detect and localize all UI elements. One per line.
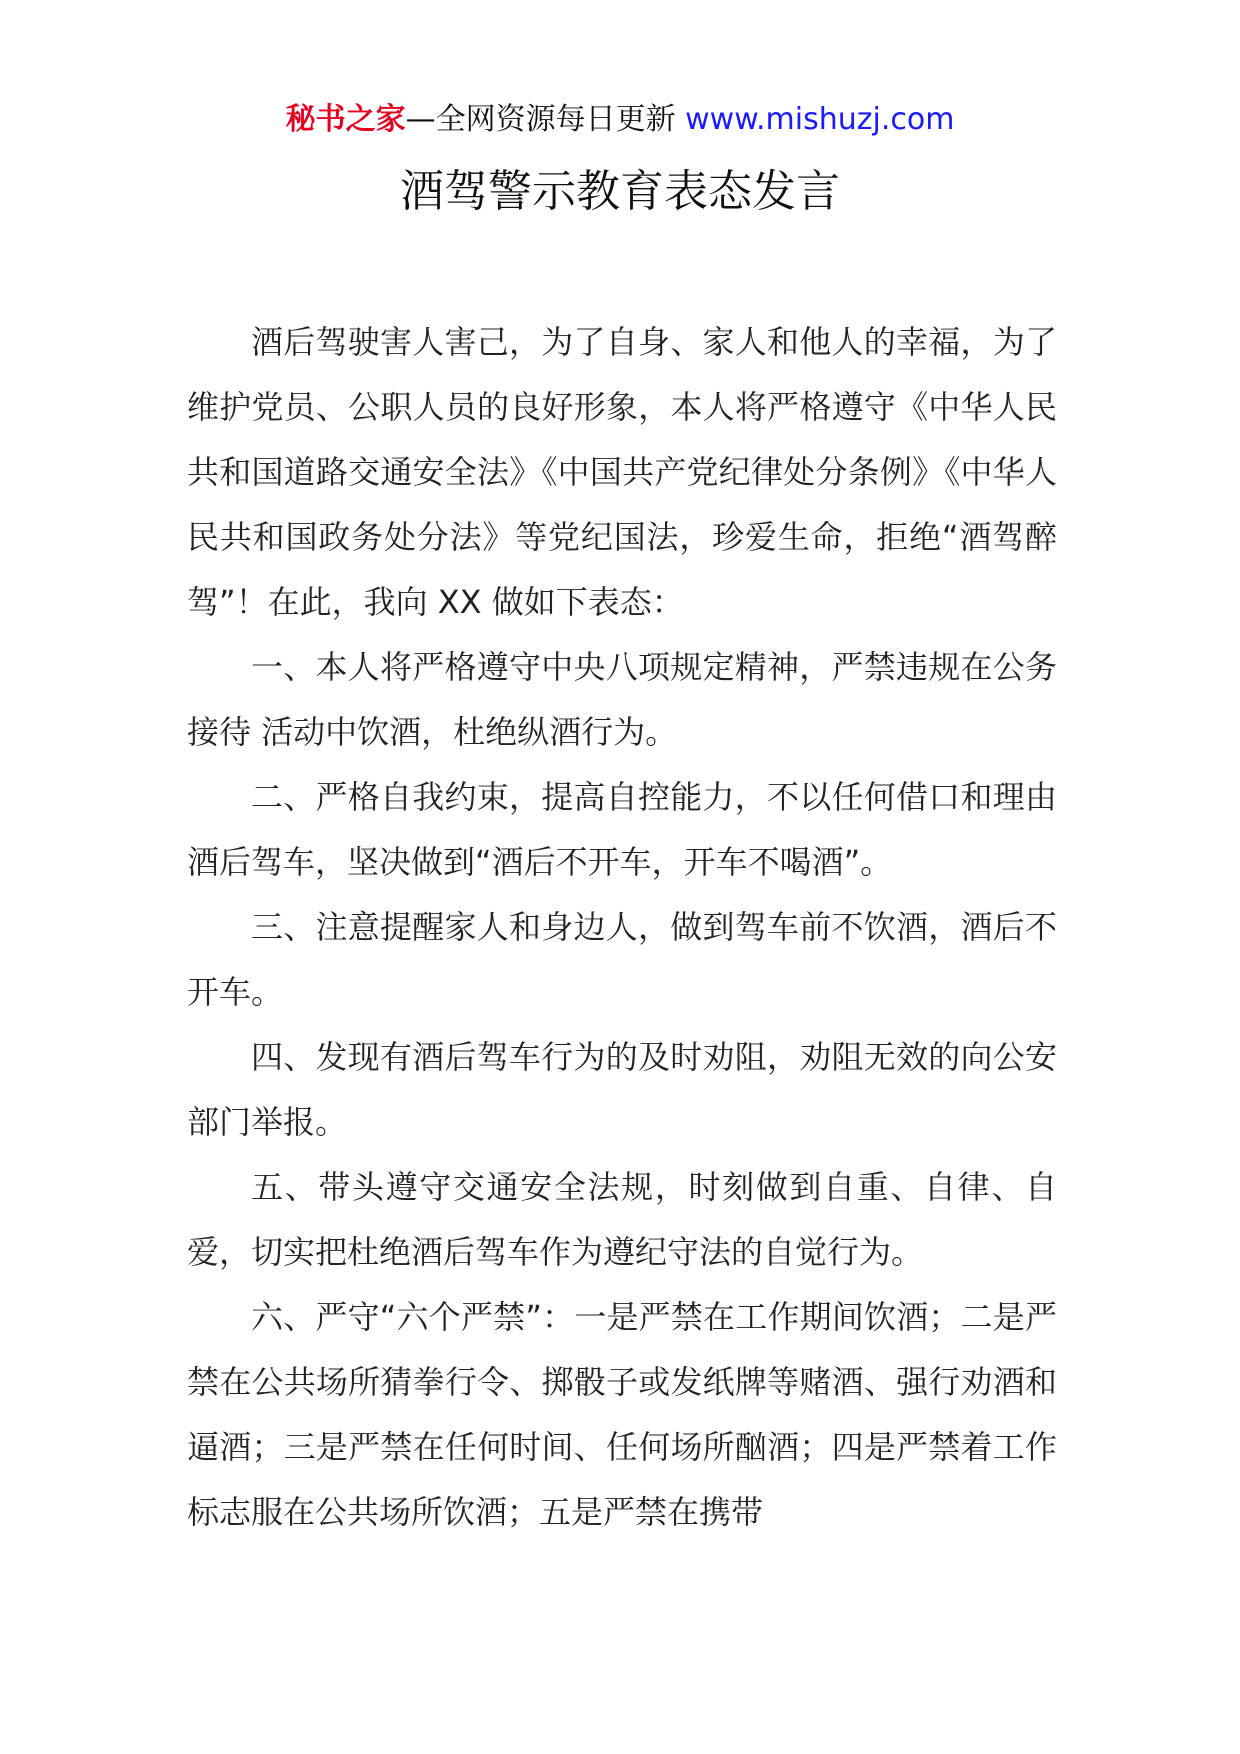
paragraph-intro: 酒后驾驶害人害己，为了自身、家人和他人的幸福，为了维护党员、公职人员的良好形象，本人将严格遵守《中华人民共和国道路交通安全法》《中国共产党纪律处分条例》《中华人民共和国政务处分法》等党纪国法，珍爱生命，拒绝“酒驾醉驾”！在此，我向 XX 做如下表态： [187, 323, 1057, 621]
header-tagline: —全网资源每日更新 [405, 102, 676, 137]
paragraph-item-6: 六、严守“六个严禁”：一是严禁在工作期间饮酒；二是严禁在公共场所猜拳行令、掷骰子或发纸牌等赌酒、强行劝酒和逼酒；三是严禁在任何时间、任何场所酗酒；四是严禁着工作标志服在公共场所饮酒；五是严禁在携带 [187, 1298, 1057, 1531]
paragraph-item-4: 四、发现有酒后驾车行为的及时劝阻，劝阻无效的向公安部门举报。 [187, 1038, 1057, 1141]
paragraph-item-1: 一、本人将严格遵守中央八项规定精神，严禁违规在公务接待 活动中饮酒，杜绝纵酒行为。 [187, 648, 1057, 751]
brand-name: 秘书之家 [285, 102, 406, 137]
site-header [0, 100, 1240, 140]
paragraph-item-5: 五、带头遵守交通安全法规，时刻做到自重、自律、自爱，切实把杜绝酒后驾车作为遵纪守法的自觉行为。 [187, 1168, 1057, 1271]
site-url-link[interactable]: www.mishuzj.com [685, 102, 955, 137]
document-body [187, 310, 1057, 1545]
document-title: 酒驾警示教育表态发言 [400, 166, 840, 217]
paragraph-item-3: 三、注意提醒家人和身边人，做到驾车前不饮酒，酒后不开车。 [187, 908, 1057, 1011]
paragraph-item-2: 二、严格自我约束，提高自控能力，不以任何借口和理由酒后驾车，坚决做到“酒后不开车，开车不喝酒”。 [187, 778, 1057, 881]
